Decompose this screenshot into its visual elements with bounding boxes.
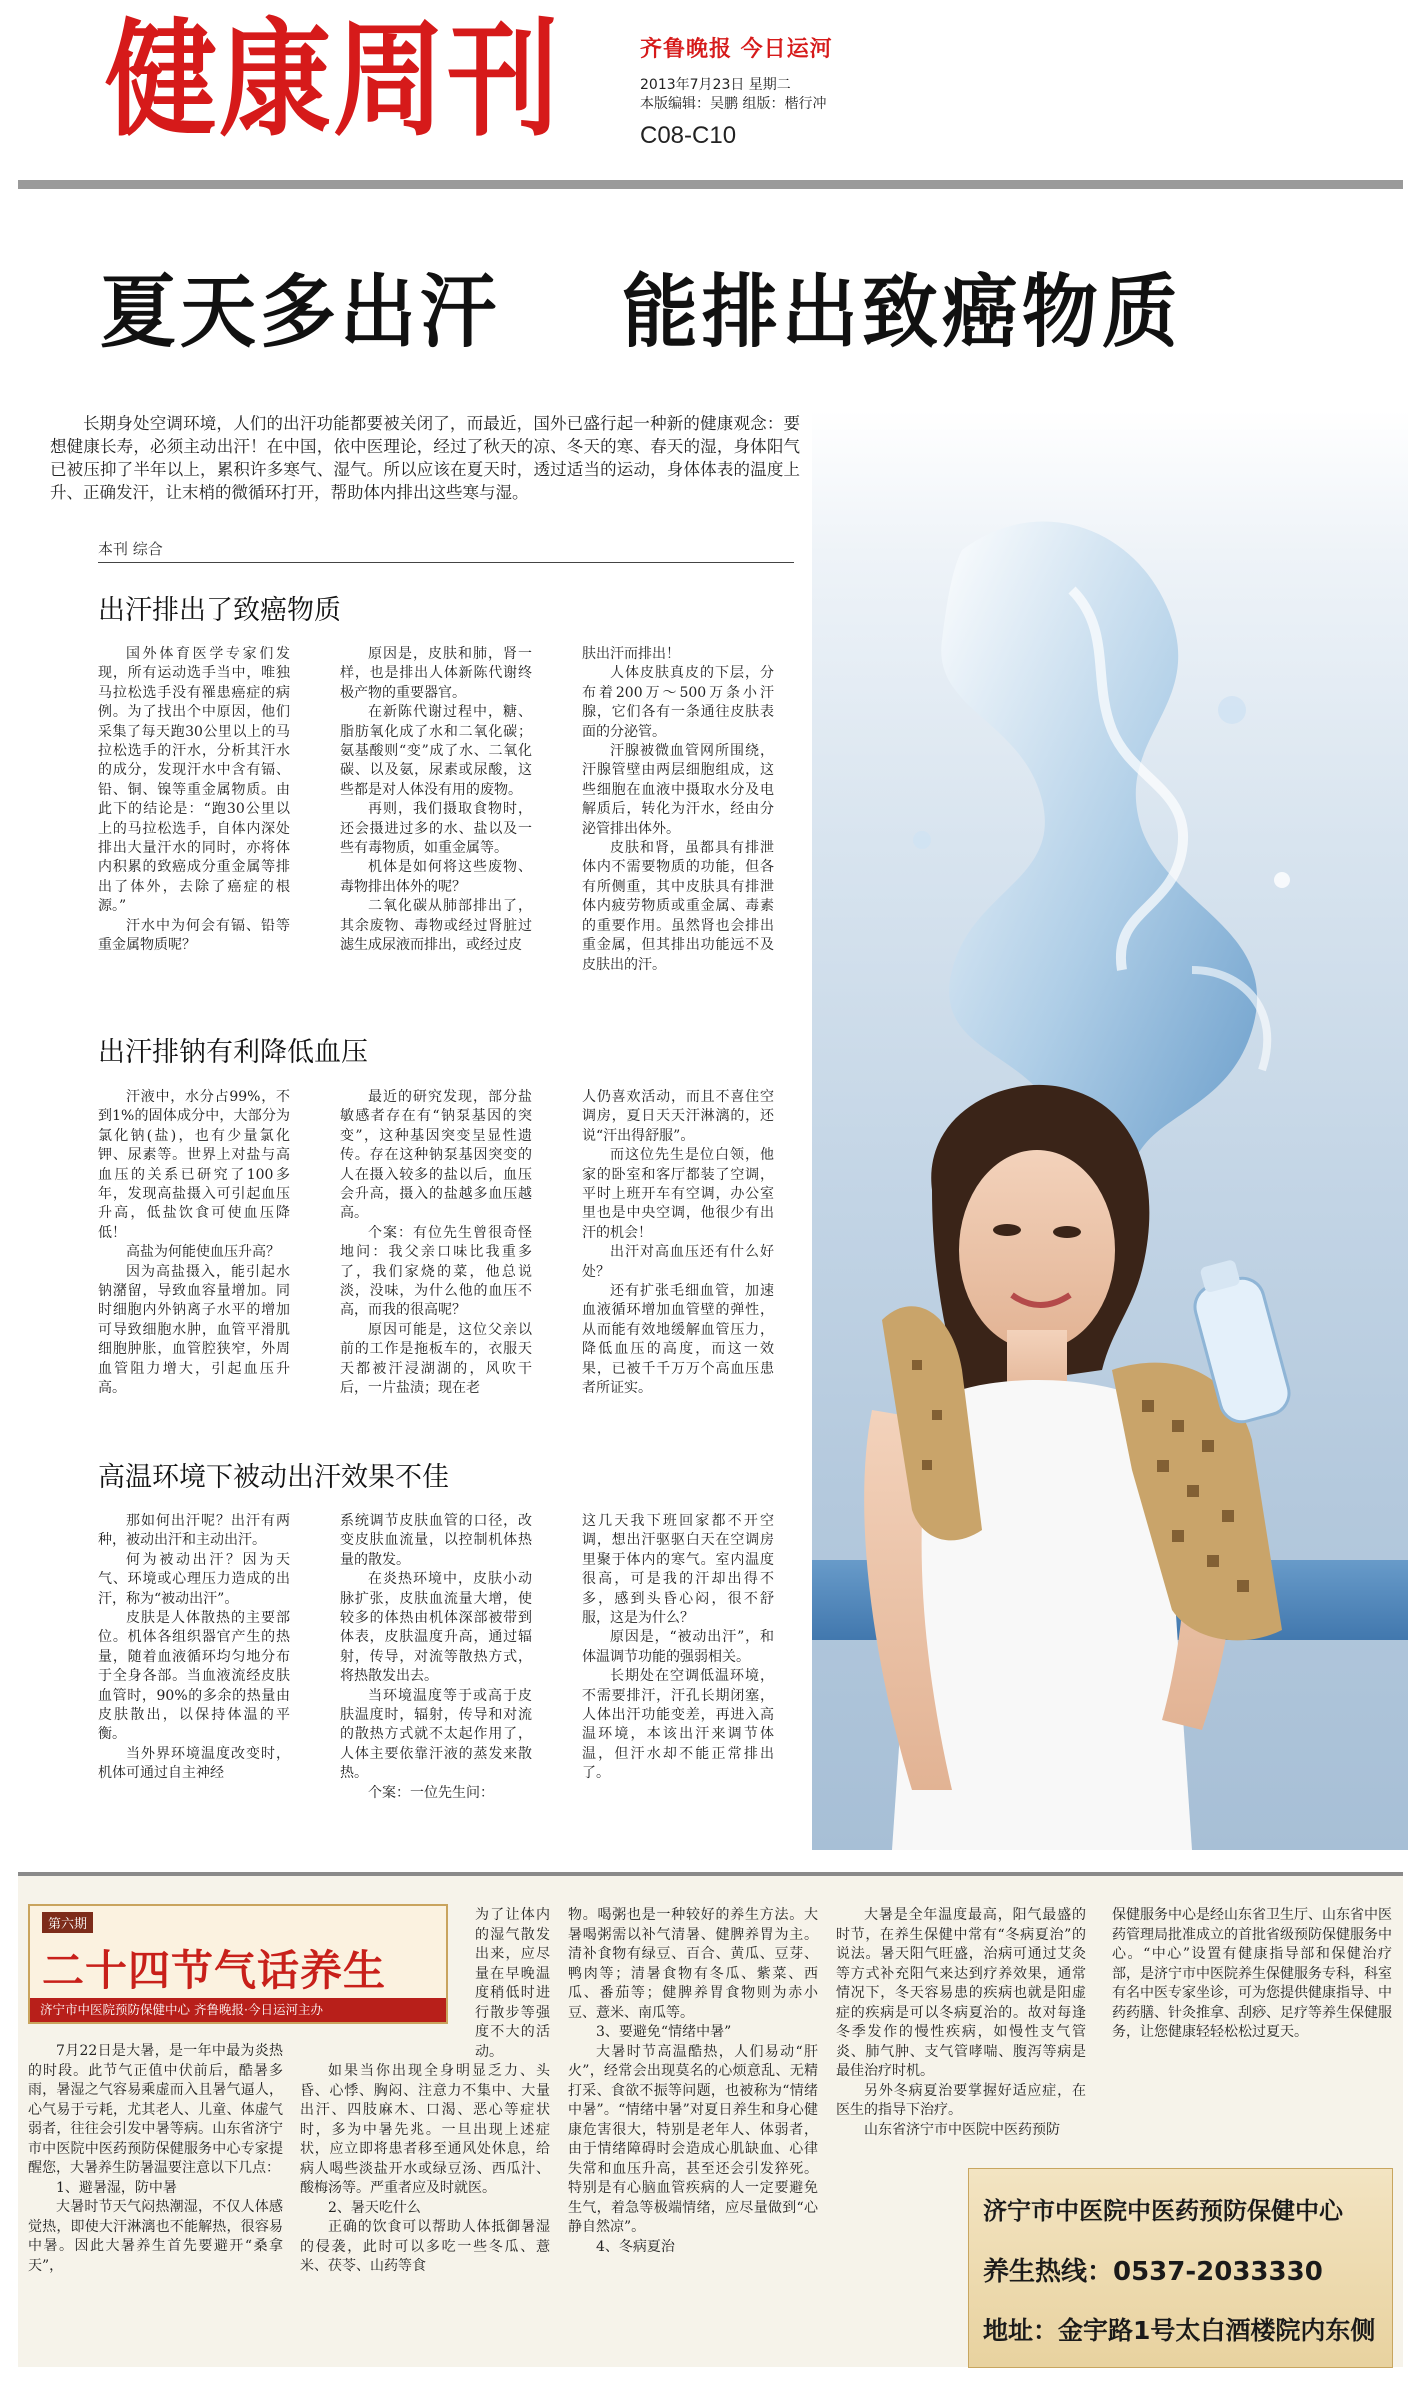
article-column: 系统调节皮肤血管的口径，改变皮肤血流量，以控制机体热量的散发。 在炎热环境中，皮肤小动脉扩张，皮肤血流量大增，使较多的体热由机体深部被带到体表，皮肤温度升高，通过辐射，传导，对流等散热方式，将热散发出去。 当环境温度等于或高于皮肤温度时，辐射，传导和对流的散热方式就不太起作用了，人体主要依靠汗液的蒸发来散热。 个案：一位先生问： xyxy=(340,1513,532,1801)
ad-hotline: 养生热线：0537-2033330 xyxy=(983,2257,1323,2287)
article-photo xyxy=(812,410,1408,1850)
feature-sponsor: 济宁市中医院预防保健中心 齐鲁晚报·今日运河主办 xyxy=(30,1998,446,2022)
ad-clinic-name: 济宁市中医院中医药预防保健中心 xyxy=(983,2197,1343,2225)
article-column: 汗液中，水分占99%，不到1%的固体成分中，大部分为氯化钠(盐)，也有少量氯化钾、尿素等。世界上对盐与高血压的关系已研究了100多年，发现高盐摄入可引起血压升高，低盐饮食可使血压降低！ 高盐为何能使血压升高？ 因为高盐摄入，能引起水钠潴留，导致血容量增加。同时细胞内外钠离子水平的增加可导致细胞水肿，血管平滑肌细胞肿胀，血管腔狭窄，外周血管阻力增大，引起血压升高。 xyxy=(98,1089,290,1397)
section-title: 出汗排钠有利降低血压 xyxy=(98,1037,368,1068)
masthead-title: 健康周刊 xyxy=(105,7,561,154)
page-range: C08-C10 xyxy=(640,122,737,149)
article-column: 最近的研究发现，部分盐敏感者存在有“钠泵基因的突变”，这种基因突变呈显性遗传。存在这种钠泵基因突变的人在摄入较多的盐以后，血压会升高，摄入的盐越多血压越高。 个案：有位先生曾很奇怪地问：我父亲口味比我重多了，我们家烧的菜，他总说淡，没味，为什么他的血压不高，而我的很高呢？ 原因可能是，这位父亲以前的工作是拖板车的，衣服天天都被汗浸湖湖的，风吹干后，一片盐渍；现在老 xyxy=(340,1089,532,1397)
newspaper-logo: 齐鲁晚报 今日运河 xyxy=(640,37,833,62)
feature-column: 物。喝粥也是一种较好的养生方法。大暑喝粥需以补气清暑、健脾养胃为主。清补食物有绿豆、百合、黄瓜、豆芽、鸭肉等；清暑食物有冬瓜、紫菜、西瓜、番茄等；健脾养胃食物则为赤小豆、薏米、南瓜等。 3、要避免“情绪中暑” 大暑时节高温酷热，人们易动“肝火”，经常会出现莫名的心烦意乱、无精打采、食欲不振等问题，也被称为“情绪中暑”。“情绪中暑”对夏日养生和身心健康危害很大，特别是老年人、体弱者，由于情绪障碍时会造成心肌缺血、心律失常和血压升高，甚至还会引发猝死。特别是有心脑血管疾病的人一定要避免生气，着急等极端情绪，应尽量做到“心静自然凉”。 4、冬病夏治 xyxy=(568,1907,818,2255)
feature-column: 大暑是全年温度最高，阳气最盛的时节，在养生保健中常有“冬病夏治”的说法。暑天阳气旺盛，治病可通过艾灸等方式补充阳气来达到疗养效果，通常情况下，冬天容易患的疾病也就是阳虚症的疾病是可以冬病夏治的。故对每逢冬季发作的慢性疾病，如慢性支气管炎、肺气肿、支气管哮喘、腹泻等病是最佳治疗时机。 另外冬病夏治要掌握好适应症，在医生的指导下治疗。 山东省济宁市中医院中医药预防 xyxy=(836,1907,1086,2138)
section-title: 高温环境下被动出汗效果不佳 xyxy=(98,1462,449,1493)
article-column: 人仍喜欢活动，而且不喜住空调房，夏日天天汗淋漓的，还说“汗出得舒服”。 而这位先生是位白领，他家的卧室和客厅都装了空调，平时上班开车有空调，办公室里也是中央空调，他很少有出汗的机会！ 出汗对高血压还有什么好处？ 还有扩张毛细血管，加速血液循环增加血管壁的弹性，从而能有效地缓解血管压力，降低血压的高度，而这一效果，已被千千万万个高血压患者所证实。 xyxy=(582,1089,774,1397)
feature-column: 保健服务中心是经山东省卫生厅、山东省中医药管理局批准成立的首批省级预防保健服务中心。“中心”设置有健康指导部和保健治疗部，是济宁市中医院养生保健服务专科，科室有名中医专家坐诊，可为您提供健康指导、中药药膳、针灸推拿、刮痧、足疗等养生保健服务，让您健康轻轻松松过夏天。 xyxy=(1112,1907,1392,2040)
article-column: 国外体育医学专家们发现，所有运动选手当中，唯独马拉松选手没有罹患癌症的病例。为了找出个中原因，他们采集了每天跑30公里以上的马拉松选手的汗水，分析其汗水的成分，发现汗水中含有镉、铅、铜、镍等重金属物质。由此下的结论是：“跑30公里以上的马拉松选手，自体内深处排出大量汗水的同时，亦将体内积累的致癌成分重金属等排出了体外，去除了癌症的根源。” 汗水中为何会有镉、铅等重金属物质呢？ xyxy=(98,646,290,954)
lead-paragraph: 长期身处空调环境，人们的出汗功能都要被关闭了，而最近，国外已盛行起一种新的健康观念：要想健康长寿，必须主动出汗！在中国，依中医理论，经过了秋天的凉、冬天的寒、春天的湿，身体阳气已被压抑了半年以上，累积许多寒气、湿气。所以应该在夏天时，透过适当的运动，身体体表的温度上升、正确发汗，让末梢的微循环打开，帮助体内排出这些寒与湿。 xyxy=(50,414,800,502)
headline: 夏天多出汗 能排出致癌物质 xyxy=(100,264,1182,359)
editor-credits: 本版编辑：吴鹏 组版：楷行冲 xyxy=(640,96,827,112)
feature-title: 二十四节气话养生 xyxy=(42,1946,387,1995)
issue-badge: 第六期 xyxy=(42,1912,93,1933)
issue-date: 2013年7月23日 星期二 xyxy=(640,77,791,93)
issue-info xyxy=(640,76,826,114)
article-column: 肤出汗而排出！ 人体皮肤真皮的下层，分布着200万～500万条小汗腺，它们各有一条通往皮肤表面的分泌管。 汗腺被微血管网所围绕，汗腺管壁由两层细胞组成，这些细胞在血液中摄取水分及电解质后，转化为汗水，经由分泌管排出体外。 皮肤和肾，虽都具有排泄体内不需要物质的功能，但各有所侧重，其中皮肤具有排泄体内疲劳物质或重金属、毒素的重要作用。虽然肾也会排出重金属，但其排出功能远不及皮肤出的汗。 xyxy=(582,646,774,973)
ad-address: 地址：金宇路1号太白酒楼院内东侧 xyxy=(983,2316,1376,2345)
article-column: 这几天我下班回家都不开空调，想出汗驱驱白天在空调房里聚于体内的寒气。室内温度很高，可是我的汗却出得不多，感到头昏心闷，很不舒服，这是为什么？ 原因是，“被动出汗”，和体温调节功能的强弱相关。 长期处在空调低温环境，不需要排汗，汗孔长期闭塞，人体出汗功能变差，再进入高温环境，本该出汗来调节体温，但汗水却不能正常排出了。 xyxy=(582,1513,774,1782)
masthead-rule xyxy=(18,180,1403,189)
feature-column: 7月22日是大暑，是一年中最为炎热的时段。此节气正值中伏前后，酷暑多雨，暑湿之气容易乘虚而入且暑气逼人，心气易于亏耗，尤其老人、儿童、体虚气弱者，往往会引发中暑等病。山东省济宁市中医院中医药预防保健服务中心专家提醒您，大暑养生防暑温要注意以下几点： 1、避暑湿，防中暑 大暑时节天气闷热潮湿，不仅人体感觉热，即使大汗淋漓也不能解热，很容易中暑。因此大暑养生首先要避开“桑拿天”， xyxy=(28,2043,283,2274)
section-title: 出汗排出了致癌物质 xyxy=(98,595,341,626)
clinic-advertisement xyxy=(968,2168,1393,2368)
byline-rule xyxy=(98,562,794,563)
woman-water-illustration xyxy=(812,410,1408,1850)
feature-column: 为了让体内的湿气散发出来，应尽量在早晚温度稍低时进行散步等强度不大的活动。 如果当你出现全身明显乏力、头昏、心悸、胸闷、注意力不集中、大量出汗、四肢麻木、口渴、恶心等症状时，多为中暑先兆。一旦出现上述症状，应立即将患者移至通风处休息，给病人喝些淡盐开水或绿豆汤、西瓜汁、酸梅汤等。严重者应及时就医。 2、暑天吃什么 正确的饮食可以帮助人体抵御暑湿的侵袭，此时可以多吃一些冬瓜、薏米、茯苓、山药等食 xyxy=(300,1907,550,2274)
article-column: 那如何出汗呢？出汗有两种，被动出汗和主动出汗。 何为被动出汗？因为天气、环境或心理压力造成的出汗，称为“被动出汗”。 皮肤是人体散热的主要部位。机体各组织器官产生的热量，随着血液循环均匀地分布于全身各部。当血液流经皮肤血管时，90%的多余的热量由皮肤散出，以保持体温的平衡。 当外界环境温度改变时，机体可通过自主神经 xyxy=(98,1513,290,1782)
article-column: 原因是，皮肤和肺，肾一样，也是排出人体新陈代谢终极产物的重要器官。 在新陈代谢过程中，糖、脂肪氧化成了水和二氧化碳；氨基酸则“变”成了水、二氧化碳、以及氨，尿素或尿酸，这些都是对人体没有用的废物。 再则，我们摄取食物时，还会摄进过多的水、盐以及一些有毒物质，如重金属等。 机体是如何将这些废物、毒物排出体外的呢？ 二氧化碳从肺部排出了，其余废物、毒物或经过肾脏过滤生成尿液而排出，或经过皮 xyxy=(340,646,532,954)
byline: 本刊 综合 xyxy=(98,540,163,558)
